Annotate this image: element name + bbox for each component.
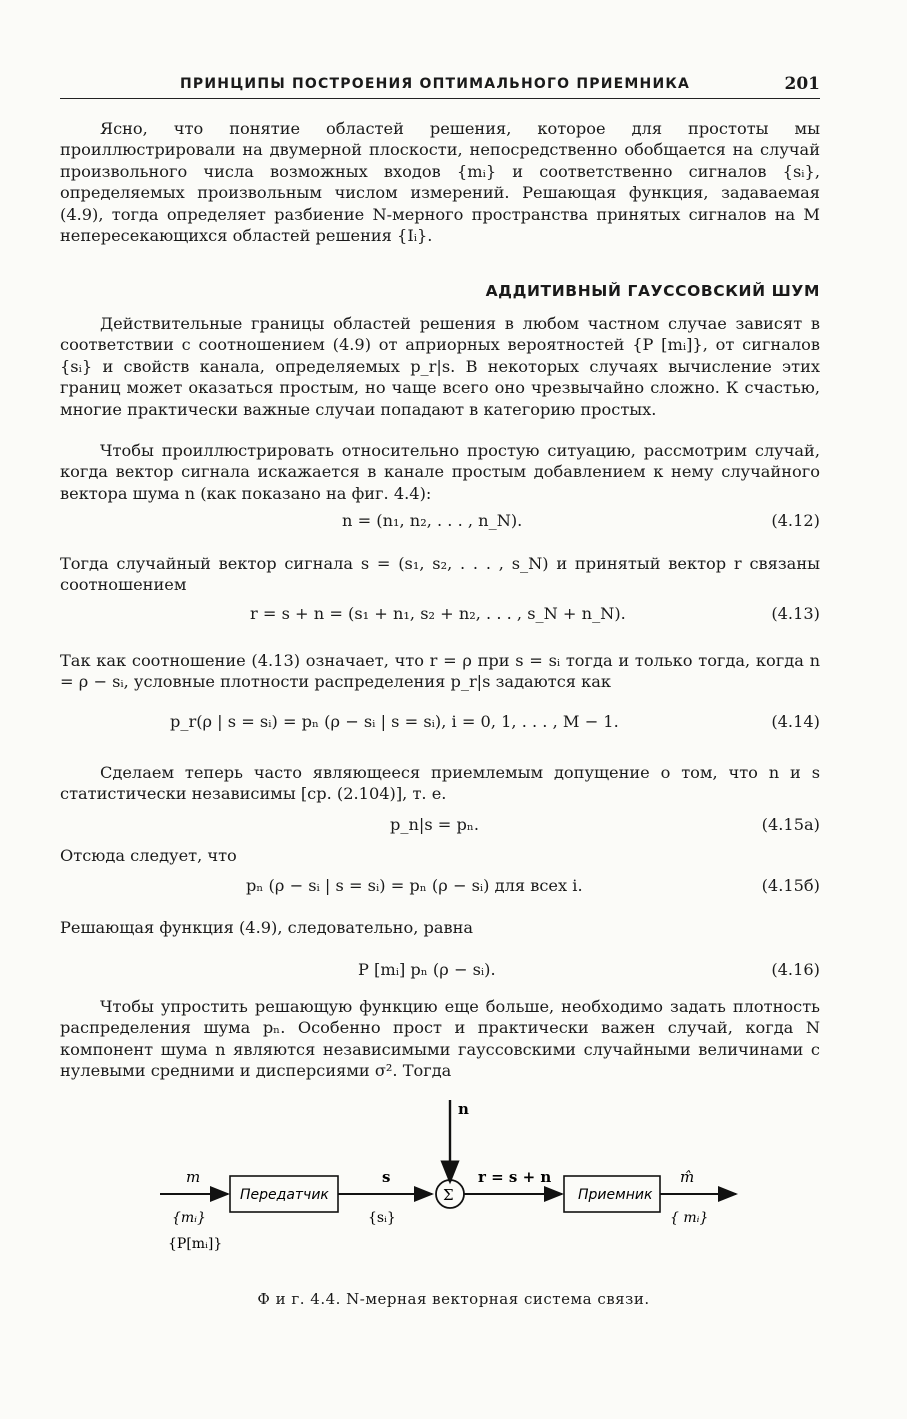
block-diagram — [150, 1098, 750, 1278]
running-head — [60, 72, 820, 99]
equation-number: (4.13) — [771, 604, 820, 623]
page-number: 201 — [784, 74, 820, 94]
paragraph-4: Тогда случайный вектор сигнала s = (s₁, s₂, . . . , s_N) и принятый вектор r связаны соотношением — [60, 554, 820, 595]
equation-4-15a — [60, 815, 820, 839]
paragraph-6: Сделаем теперь часто являющееся приемлемым допущение о том, что n и s статистически независимы [ср. (2.104)], т. е. — [60, 763, 820, 804]
output-set: { mᵢ} — [670, 1210, 709, 1226]
paragraph-9: Чтобы упростить решающую функцию еще больше, необходимо задать плотность распределения шума pₙ. Особенно прост и практически важен случай, когда N компонент шума n являются независимыми гауссовскими случайными величинами с нулевыми средними и дисперсиями σ². Тогда — [60, 997, 820, 1081]
equation-4-15b — [60, 876, 820, 900]
input-label: m — [186, 1168, 201, 1186]
signal-set: {sᵢ} — [368, 1210, 396, 1226]
paragraph-3: Чтобы проиллюстрировать относительно простую ситуацию, рассмотрим случай, когда вектор сигнала искажается в канале простым добавлением к нему случайного вектора шума n (как показано на фиг. 4.4): — [60, 441, 820, 503]
paragraph-8: Решающая функция (4.9), следовательно, равна — [60, 918, 474, 937]
paragraph-5: Так как соотношение (4.13) означает, что r = ρ при s = sᵢ тогда и только тогда, когда n = ρ − sᵢ, условные плотности распределения p_r|s задаются как — [60, 651, 820, 692]
equation-number: (4.12) — [771, 511, 820, 530]
equation-body: n = (n₁, n₂, . . . , n_N). — [342, 511, 523, 530]
running-head-title: ПРИНЦИПЫ ПОСТРОЕНИЯ ОПТИМАЛЬНОГО ПРИЕМНИКА — [180, 76, 691, 92]
equation-body: p_n|s = pₙ. — [390, 815, 480, 834]
equation-4-14 — [60, 712, 820, 736]
equation-body: P [mᵢ] pₙ (ρ − sᵢ). — [358, 960, 496, 979]
equation-number: (4.16) — [771, 960, 820, 979]
paragraph-1: Ясно, что понятие областей решения, которое для простоты мы проиллюстрировали на двумерной плоскости, непосредственно обобщается на случай произвольного числа возможных входов {mᵢ} и соответственно сигналов {sᵢ}, определяемых произвольным числом измерений. Решающая функция, задаваемая (4.9), тогда определяет разбиение N-мерного пространства принятых сигналов на M непересекающихся областей решения {Iᵢ}. — [60, 119, 820, 246]
equation-number: (4.14) — [771, 712, 820, 731]
equation-body: pₙ (ρ − sᵢ | s = sᵢ) = pₙ (ρ − sᵢ) для всех i. — [246, 876, 583, 895]
input-set: {mᵢ} — [172, 1210, 206, 1226]
paragraph-2: Действительные границы областей решения в любом частном случае зависят в соответствии с соотношением (4.9) от априорных вероятностей {P [mᵢ]}, от сигналов {sᵢ} и свойств канала, определяемых p_r|s. В некоторых случаях вычисление этих границ может оказаться простым, но чаще всего оно чрезвычайно сложно. К счастью, многие практически важные случаи попадают в категорию простых. — [60, 314, 820, 419]
equation-body: p_r(ρ | s = sᵢ) = pₙ (ρ − sᵢ | s = sᵢ), i = 0, 1, . . . , M − 1. — [170, 712, 619, 731]
equation-body: r = s + n = (s₁ + n₁, s₂ + n₂, . . . , s_N + n_N). — [250, 604, 626, 623]
receiver-label: Приемник — [578, 1187, 653, 1203]
paragraph-7: Отсюда следует, что — [60, 846, 237, 865]
received-label: r = s + n — [478, 1168, 552, 1186]
equation-4-12 — [60, 511, 820, 535]
equation-number: (4.15б) — [761, 876, 820, 895]
signal-label: s — [382, 1168, 391, 1186]
transmitter-label: Передатчик — [240, 1187, 329, 1203]
input-prob: {P[mᵢ]} — [168, 1236, 223, 1252]
equation-4-16 — [60, 960, 820, 984]
output-label: m̂ — [680, 1168, 695, 1186]
section-heading: АДДИТИВНЫЙ ГАУССОВСКИЙ ШУМ — [485, 282, 820, 300]
summer-symbol: Σ — [443, 1186, 454, 1204]
figure-caption: Ф и г. 4.4. N-мерная векторная система связи. — [257, 1290, 650, 1308]
equation-4-13 — [60, 604, 820, 628]
equation-number: (4.15а) — [761, 815, 820, 834]
noise-label: n — [458, 1100, 469, 1118]
